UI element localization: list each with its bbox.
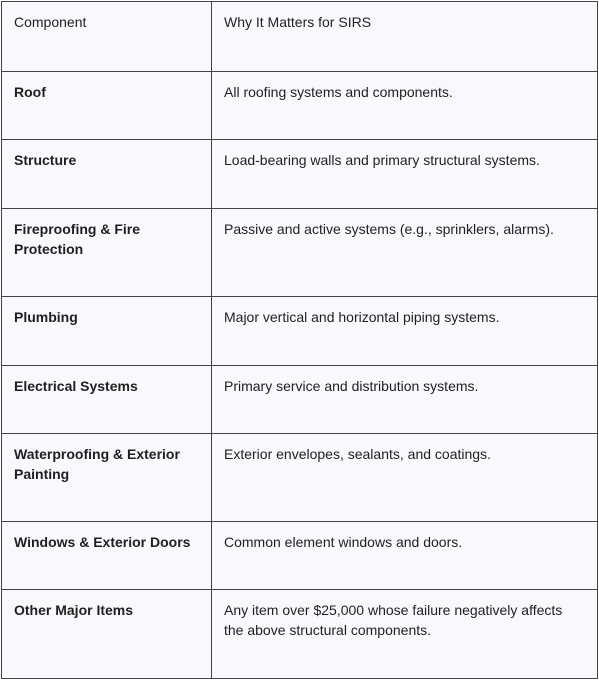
table-row [2,522,598,590]
component-cell: Structure [2,140,212,209]
table-header-row [2,2,598,72]
why-cell: Common element windows and doors. [212,522,598,590]
component-cell: Roof [2,72,212,140]
component-cell: Other Major Items [2,590,212,679]
header-why-it-matters: Why It Matters for SIRS [212,2,598,72]
component-cell: Waterproofing & Exterior Painting [2,434,212,522]
table-row [2,72,598,140]
why-cell: All roofing systems and components. [212,72,598,140]
sirs-components-table [1,1,598,679]
component-cell: Fireproofing & Fire Protection [2,209,212,297]
why-cell: Load-bearing walls and primary structural systems. [212,140,598,209]
table-row [2,366,598,434]
table-row [2,297,598,366]
table-row [2,209,598,297]
table-row [2,140,598,209]
component-cell: Plumbing [2,297,212,366]
why-cell: Any item over $25,000 whose failure negatively affects the above structural components. [212,590,598,679]
why-cell: Major vertical and horizontal piping systems. [212,297,598,366]
component-cell: Windows & Exterior Doors [2,522,212,590]
table-row [2,434,598,522]
why-cell: Exterior envelopes, sealants, and coatings. [212,434,598,522]
why-cell: Primary service and distribution systems. [212,366,598,434]
why-cell: Passive and active systems (e.g., sprinklers, alarms). [212,209,598,297]
header-component: Component [2,2,212,72]
component-cell: Electrical Systems [2,366,212,434]
table-row [2,590,598,679]
